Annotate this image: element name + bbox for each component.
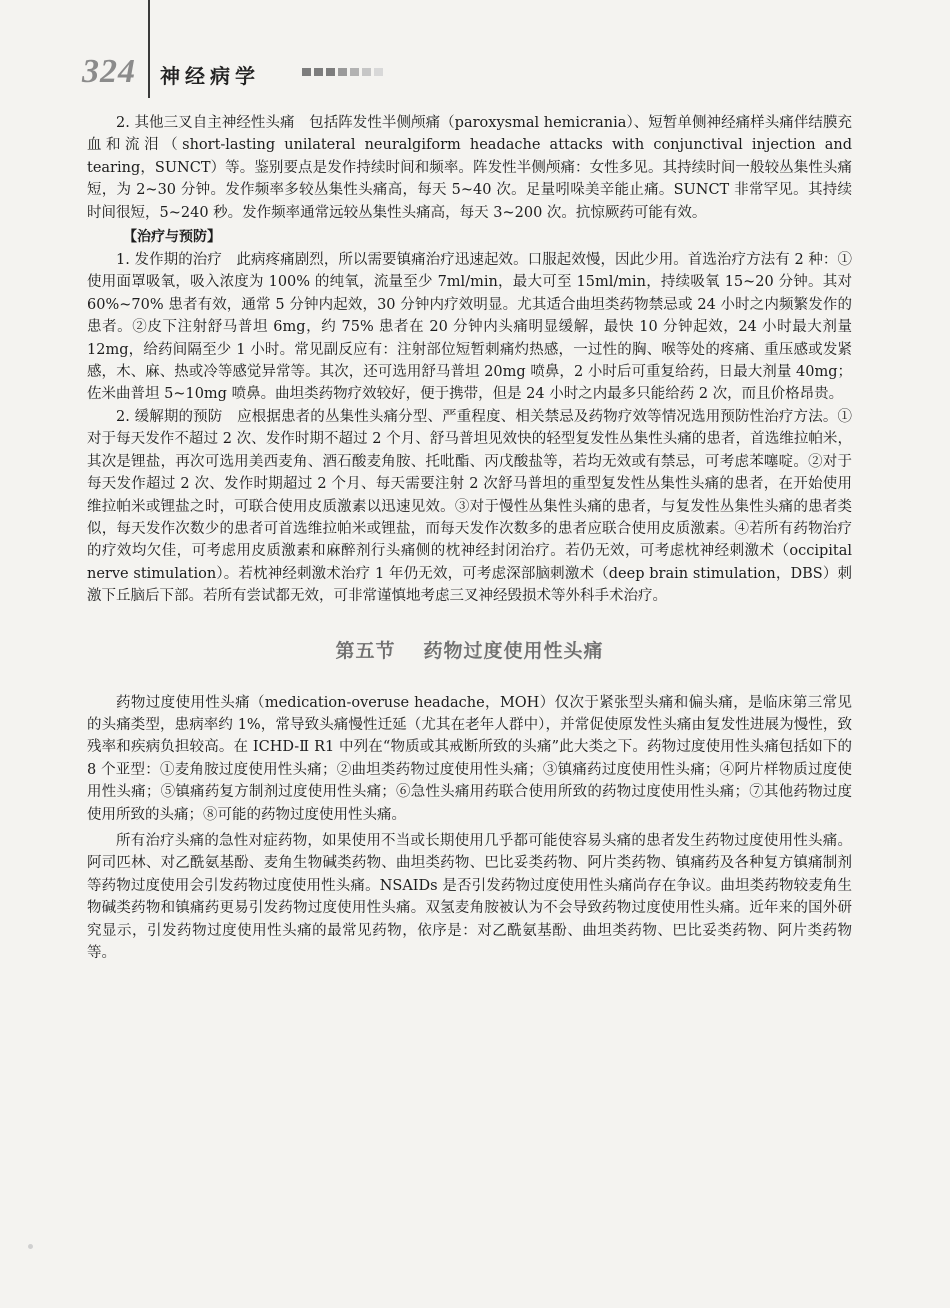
- header-vertical-rule: [148, 0, 150, 98]
- paragraph-moh-drugs: 所有治疗头痛的急性对症药物，如果使用不当或长期使用几乎都可能使容易头痛的患者发生药物过度使用性头痛。阿司匹林、对乙酰氨基酚、麦角生物碱类药物、曲坦类药物、巴比妥类药物、阿片类药物、镇痛药及各种复方镇痛制剂等药物过度使用会引发药物过度使用性头痛。NSAIDs 是否引发药物过度使用性头痛尚存在争议。曲坦类药物较麦角生物碱类药物和镇痛药更易引发药物过度使用性头痛。双氢麦角胺被认为不会导致药物过度使用性头痛。近年来的国外研究显示，引发药物过度使用性头痛的最常见药物，依序是：对乙酰氨基酚、曲坦类药物、巴比妥类药物、阿片类药物等。: [87, 832, 852, 961]
- section-number: 第五节: [335, 639, 396, 662]
- book-title: 神经病学: [160, 64, 260, 88]
- paragraph-acute-treatment: 1. 发作期的治疗 此病疼痛剧烈，所以需要镇痛治疗迅速起效。口服起效慢，因此少用。首选治疗方法有 2 种：①使用面罩吸氧，吸入浓度为 100% 的纯氧，流量至少 7ml/min，最大可至 15ml/min，持续吸氧 15~20 分钟。其对 60%~70% 患者有效，通常 5 分钟内起效，30 分钟内疗效明显。尤其适合曲坦类药物禁忌或 24 小时之内频繁发作的患者。②皮下注射舒马普坦 6mg，约 75% 患者在 20 分钟内头痛明显缓解，最快 10 分钟起效，24 小时最大剂量 12mg，给药间隔至少 1 小时。常见副反应有：注射部位短暂刺痛灼热感，一过性的胸、喉等处的疼痛、重压感或发紧感，木、麻、热或冷等感觉异常等。其次，还可选用舒马普坦 20mg 喷鼻，2 小时后可重复给药，日最大剂量 40mg；佐米曲普坦 5~10mg 喷鼻。曲坦类药物疗效较好，便于携带，但是 24 小时之内最多只能给药 2 次，而且价格昂贵。: [87, 252, 852, 403]
- page-speck: [28, 1244, 33, 1249]
- section-name: 药物过度使用性头痛: [423, 639, 604, 662]
- paragraph-moh-intro: 药物过度使用性头痛（medication-overuse headache，MOH）仅次于紧张型头痛和偏头痛，是临床第三常见的头痛类型，患病率约 1%，常导致头痛慢性迁延（尤其在老年人群中），并常促使原发性头痛由复发性进展为慢性，致残率和疾病负担较高。在 ICHD-Ⅱ R1 中列在“物质或其戒断所致的头痛”此大类之下。药物过度使用性头痛包括如下的 8 个亚型：①麦角胺过度使用性头痛；②曲坦类药物过度使用性头痛；③镇痛药过度使用性头痛；④阿片样物质过度使用性头痛；⑤镇痛药复方制剂过度使用性头痛；⑥急性头痛用药联合使用所致的药物过度使用性头痛；⑦其他药物过度使用所致的头痛；⑧可能的药物过度使用性头痛。: [87, 694, 852, 823]
- decorative-squares: [302, 68, 383, 76]
- paragraph-prevention: 2. 缓解期的预防 应根据患者的丛集性头痛分型、严重程度、相关禁忌及药物疗效等情况选用预防性治疗方法。①对于每天发作不超过 2 次、发作时期不超过 2 个月、舒马普坦见效快的轻型复发性丛集性头痛的患者，首选维拉帕米，其次是锂盐，再次可选用美西麦角、酒石酸麦角胺、托吡酯、丙戊酸盐等，若均无效或有禁忌，可考虑苯噻啶。②对于每天发作超过 2 次、发作时期超过 2 个月、每天需要注射 2 次舒马普坦的重型复发性丛集性头痛的患者，在开始使用维拉帕米或锂盐之时，可联合使用皮质激素以迅速见效。③对于慢性丛集性头痛的患者，与复发性丛集性头痛的患者类似，每天发作次数少的患者可首选维拉帕米或锂盐，而每天发作次数多的患者应联合使用皮质激素。④若所有药物治疗的疗效均欠佳，可考虑用皮质激素和麻醉剂行头痛侧的枕神经封闭治疗。若仍无效，可考虑枕神经刺激术（occipital nerve stimulation）。若枕神经刺激术治疗 1 年仍无效，可考虑深部脑刺激术（deep brain stimulation，DBS）刺激下丘脑后下部。若所有尝试都无效，可非常谨慎地考虑三叉神经毁损术等外科手术治疗。: [87, 408, 852, 605]
- section-title: [87, 638, 852, 664]
- paragraph-other-tacs: 2. 其他三叉自主神经性头痛 包括阵发性半侧颅痛（paroxysmal hemicrania）、短暂单侧神经痛样头痛伴结膜充血和流泪（short-lasting unilateral neuralgiform headache attacks with conjunctival injection and tearing，SUNCT）等。鉴别要点是发作持续时间和频率。阵发性半侧颅痛：女性多见。其持续时间一般较丛集性头痛短，为 2~30 分钟。发作频率多较丛集性头痛高，每天 5~40 次。足量吲哚美辛能止痛。SUNCT 非常罕见。其持续时间很短，5~240 秒。发作频率通常远较丛集性头痛高，每天 3~200 次。抗惊厥药可能有效。: [87, 115, 852, 221]
- page-number: 324: [82, 53, 136, 90]
- page-body: [87, 112, 852, 964]
- treatment-heading: 【治疗与预防】: [123, 229, 221, 246]
